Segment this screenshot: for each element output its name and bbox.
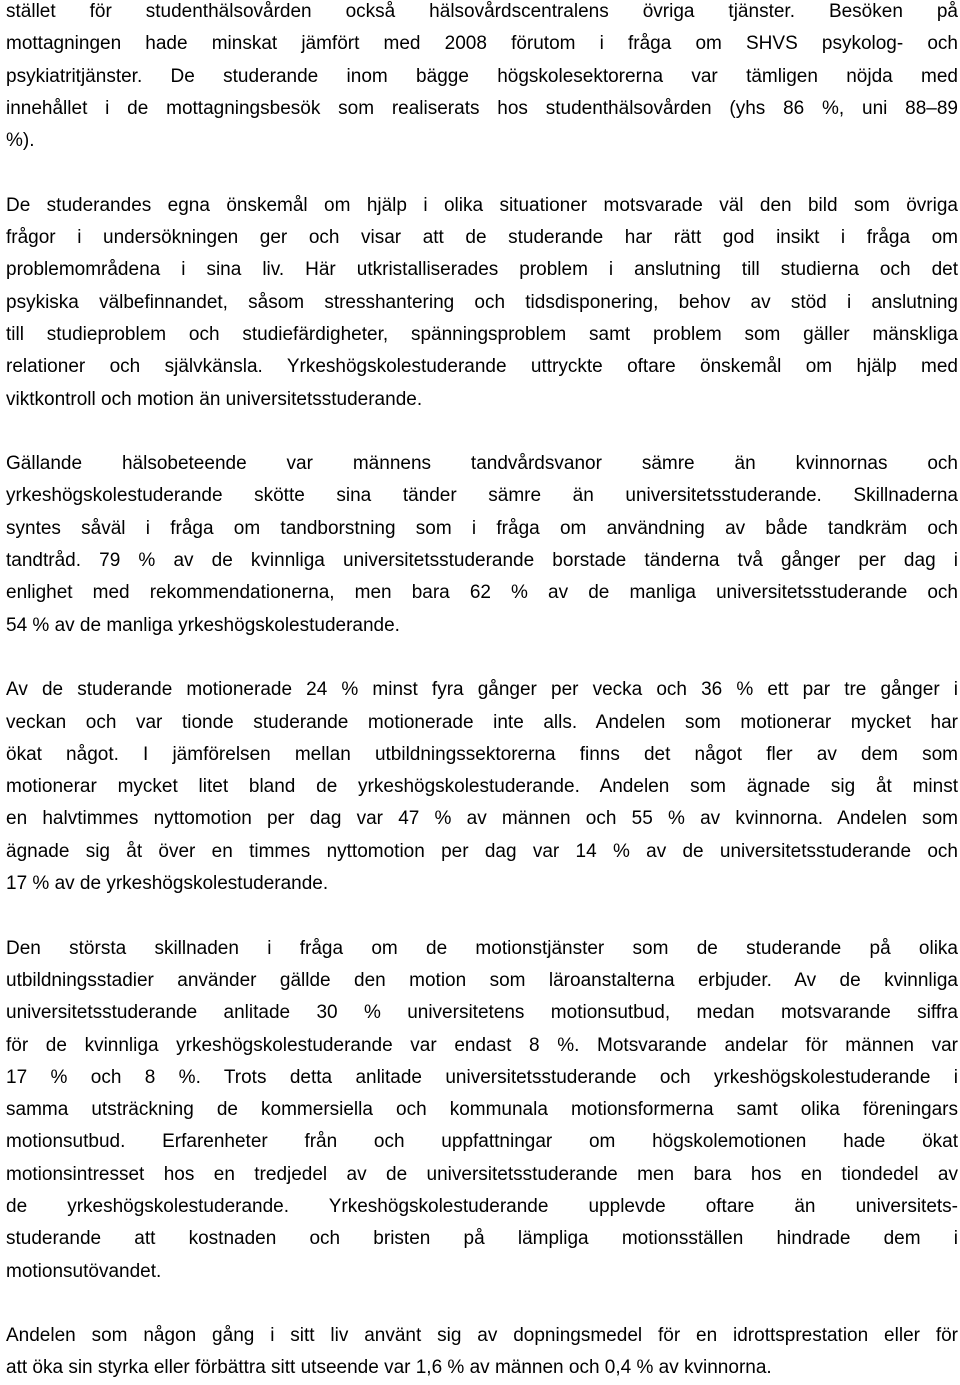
body-paragraph [6, 1320, 958, 1385]
text-line: relationer och självkänsla. Yrkeshögskolestuderande uttryckte oftare önskemål om hjälp med [6, 356, 958, 378]
text-line: frågor i undersökningen ger och visar att de studerande har rätt god insikt i fråga om [6, 227, 958, 249]
text-line: att öka sin styrka eller förbättra sitt utseende var 1,6 % av männen och 0,4 % av kvinnorna. [6, 1357, 772, 1379]
text-line: innehållet i de mottagningsbesök som realiserats hos studenthälsovården (yhs 86 %, uni 88–89 [6, 97, 958, 119]
text-line: motionsintresset hos en tredjedel av de universitetsstuderande men bara hos en tiondedel av [6, 1163, 958, 1185]
text-line: Av de studerande motionerade 24 % minst fyra gånger per vecka och 36 % ett par tre gånger i [6, 679, 958, 701]
text-line: %). [6, 130, 35, 152]
text-line: stället för studenthälsovården också hälsovårdscentralens övriga tjänster. Besöken på [6, 1, 958, 22]
text-line: motionsutbud. Erfarenheter från och uppfattningar om högskolemotionen hade ökat [6, 1131, 958, 1153]
text-line: studerande att kostnaden och bristen på lämpliga motionsställen hindrade dem i [6, 1228, 958, 1250]
text-line: tandtråd. 79 % av de kvinnliga universitetsstuderande borstade tänderna två gånger per dag i [6, 550, 958, 572]
paragraph-spacer [6, 416, 958, 448]
text-line: viktkontroll och motion än universitetsstuderande. [6, 388, 423, 410]
body-paragraph [6, 933, 958, 1288]
text-line: 54 % av de manliga yrkeshögskolestuderande. [6, 614, 400, 636]
text-line: samma utsträckning de kommersiella och kommunala motionsformerna samt olika föreningars [6, 1099, 958, 1121]
paragraph-spacer [6, 157, 958, 189]
text-line: de yrkeshögskolestuderande. Yrkeshögskolestuderande upplevde oftare än universitets- [6, 1195, 958, 1217]
text-line: ägnade sig åt över en timmes nyttomotion per dag var 14 % av de universitetsstuderande och [6, 840, 958, 862]
body-paragraph [6, 674, 958, 900]
document-page [6, 0, 958, 1385]
body-paragraph [6, 0, 958, 157]
text-line: Andelen som någon gång i sitt liv använt sig av dopningsmedel för en idrottsprestation eller för [6, 1325, 958, 1347]
text-line: yrkeshögskolestuderande skötte sina tänder sämre än universitetsstuderande. Skillnaderna [6, 485, 958, 507]
body-paragraph [6, 448, 958, 642]
text-line: syntes såväl i fråga om tandborstning som i fråga om användning av både tandkräm och [6, 517, 958, 539]
text-line: mottagningen hade minskat jämfört med 2008 förutom i fråga om SHVS psykolog- och [6, 33, 958, 55]
text-line: enlighet med rekommendationerna, men bara 62 % av de manliga universitetsstuderande och [6, 582, 958, 604]
text-line: motionsutövandet. [6, 1260, 162, 1282]
text-line: De studerandes egna önskemål om hjälp i olika situationer motsvarade väl den bild som övriga [6, 194, 958, 216]
text-line: psykiatritjänster. De studerande inom bägge högskolesektorerna var tämligen nöjda med [6, 65, 958, 87]
text-line: universitetsstuderande anlitade 30 % universitetens motionsutbud, medan motsvarande siffra [6, 1002, 958, 1024]
text-line: till studieproblem och studiefärdigheter, spänningsproblem samt problem som gäller mänskliga [6, 323, 958, 345]
text-line: veckan och var tionde studerande motionerade inte alls. Andelen som motionerar mycket har [6, 711, 958, 733]
text-line: motionerar mycket litet bland de yrkeshögskolestuderande. Andelen som ägnade sig åt minst [6, 776, 958, 798]
paragraph-spacer [6, 642, 958, 674]
text-line: 17 % av de yrkeshögskolestuderande. [6, 873, 329, 895]
text-line: Gällande hälsobeteende var männens tandvårdsvanor sämre än kvinnornas och [6, 453, 958, 475]
paragraph-spacer [6, 1288, 958, 1320]
text-line: problemområdena i sina liv. Här utkristalliserades problem i anslutning till studierna och det [6, 259, 958, 281]
text-line: ökat något. I jämförelsen mellan utbildningssektorerna finns det något fler av dem som [6, 743, 958, 765]
text-line: för de kvinnliga yrkeshögskolestuderande var endast 8 %. Motsvarande andelar för männen var [6, 1034, 958, 1056]
text-line: psykiska välbefinnandet, såsom stresshantering och tidsdisponering, behov av stöd i anslutning [6, 291, 958, 313]
body-paragraph [6, 190, 958, 416]
paragraph-spacer [6, 900, 958, 932]
text-line: en halvtimmes nyttomotion per dag var 47 % av männen och 55 % av kvinnorna. Andelen som [6, 808, 958, 830]
text-line: Den största skillnaden i fråga om de motionstjänster som de studerande på olika [6, 937, 958, 959]
text-line: 17 % och 8 %. Trots detta anlitade universitetsstuderande och yrkeshögskolestuderande i [6, 1066, 958, 1088]
text-line: utbildningsstadier använder gällde den motion som läroanstalterna erbjuder. Av de kvinnliga [6, 969, 958, 991]
